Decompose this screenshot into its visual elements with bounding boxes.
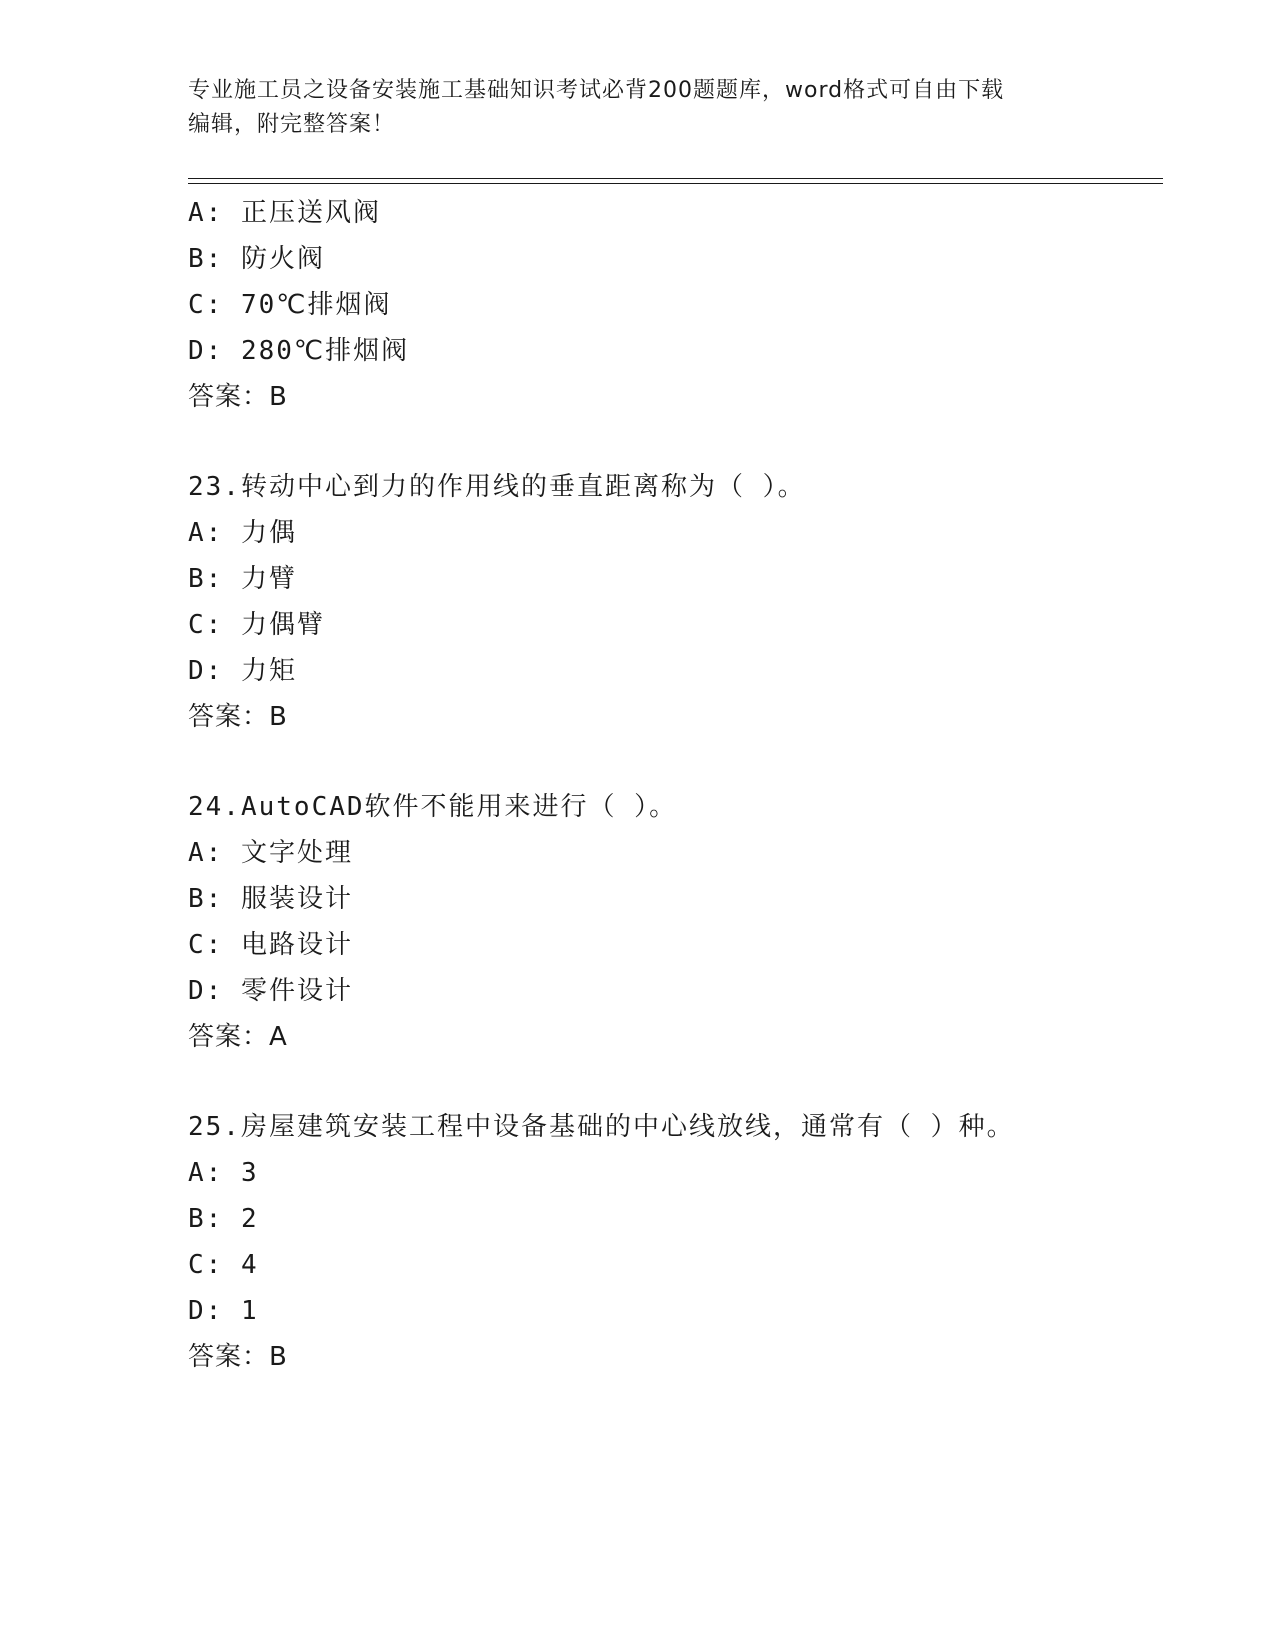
option-d: D: 零件设计: [188, 976, 353, 1006]
question-list: [188, 190, 1163, 1380]
option-d: D: 1: [188, 1296, 259, 1326]
question-block-24: [188, 784, 1163, 1060]
question-text: 25.房屋建筑安装工程中设备基础的中心线放线，通常有（ ）种。: [188, 1112, 1015, 1142]
option-a: A: 力偶: [188, 518, 297, 548]
question-block-25: [188, 1104, 1163, 1380]
question-text: 24.AutoCAD软件不能用来进行（ ）。: [188, 792, 678, 822]
answer: 答案：B: [188, 382, 288, 412]
answer: 答案：A: [188, 1022, 288, 1052]
option-b: B: 服装设计: [188, 884, 353, 914]
option-c: C: 电路设计: [188, 930, 353, 960]
option-d: D: 280℃排烟阀: [188, 336, 410, 366]
spacer: [188, 740, 1163, 784]
option-c: C: 4: [188, 1250, 259, 1280]
spacer: [188, 1060, 1163, 1104]
header-title-line-1: 专业施工员之设备安装施工基础知识考试必背200题题库，word格式可自由下载: [188, 78, 1005, 103]
option-a: A: 正压送风阀: [188, 198, 381, 228]
option-c: C: 70℃排烟阀: [188, 290, 392, 320]
header-divider-top: [188, 178, 1163, 179]
spacer: [188, 420, 1163, 464]
answer: 答案：B: [188, 1342, 288, 1372]
option-a: A: 3: [188, 1158, 259, 1188]
option-d: D: 力矩: [188, 656, 297, 686]
option-a: A: 文字处理: [188, 838, 353, 868]
header-divider-bottom: [188, 183, 1163, 184]
document-header: [188, 74, 1088, 142]
option-b: B: 防火阀: [188, 244, 325, 274]
question-block-22: [188, 190, 1163, 420]
header-title-line-2: 编辑，附完整答案！: [188, 112, 396, 137]
question-text: 23.转动中心到力的作用线的垂直距离称为（ ）。: [188, 472, 806, 502]
option-b: B: 2: [188, 1204, 259, 1234]
answer: 答案：B: [188, 702, 288, 732]
question-block-23: [188, 464, 1163, 740]
option-b: B: 力臂: [188, 564, 297, 594]
option-c: C: 力偶臂: [188, 610, 325, 640]
